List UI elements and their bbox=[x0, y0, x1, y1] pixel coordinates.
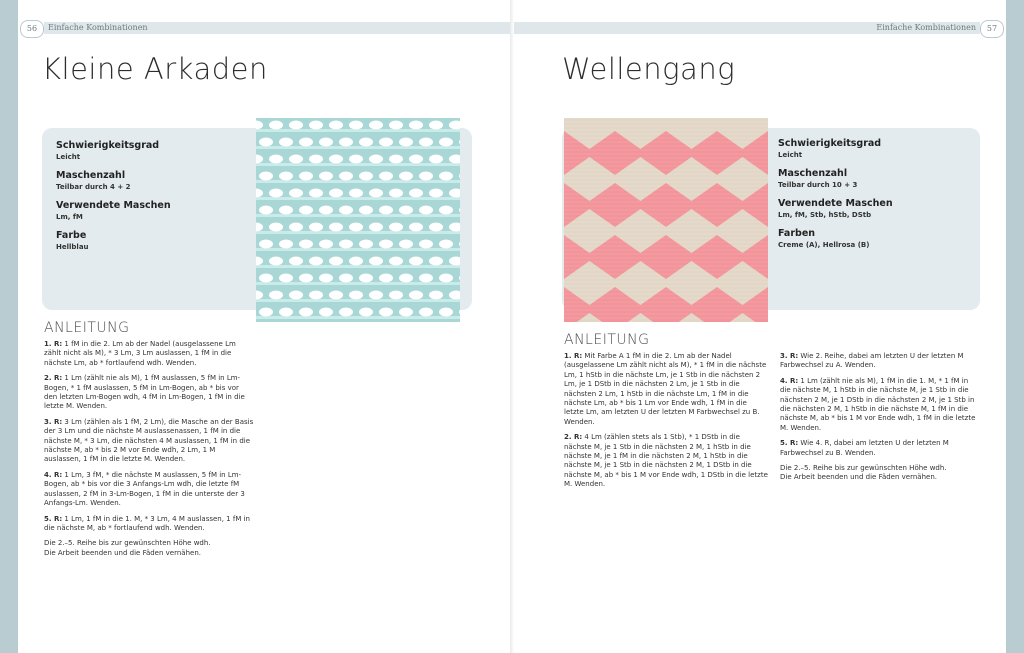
info-value: Lm, fM bbox=[56, 213, 83, 221]
info-item bbox=[56, 140, 256, 162]
info-item bbox=[778, 228, 938, 250]
info-item bbox=[56, 230, 256, 252]
info-label: Schwierigkeitsgrad bbox=[778, 138, 882, 149]
page-number: 57 bbox=[980, 20, 1004, 38]
right-page bbox=[514, 0, 1006, 653]
info-item bbox=[56, 200, 256, 222]
left-page-edge bbox=[0, 0, 18, 653]
info-value: Creme (A), Hellrosa (B) bbox=[778, 241, 870, 249]
info-label: Schwierigkeitsgrad bbox=[56, 140, 160, 151]
info-label: Maschenzahl bbox=[56, 170, 126, 181]
instruction-row: 1. R: Mit Farbe A 1 fM in die 2. Lm ab der Nadel (ausgelassene Lm zählt nicht als M), * 1 fM in die nächste Lm, 1 hStb in die nächste Lm, je 1 Stb in die nächsten 2 Lm, je 1 DStb in die nächsten 2 Lm, je 1 Stb in die nächsten 2 Lm, 1 hStb in die nächste Lm, 1 fM in die nächste Lm, ab * bis 1 Lm vor Ende wdh, 1 fM in die letzte Lm, am letzten U der letzten M Farbwechsel zu B. Wenden. bbox=[564, 352, 767, 426]
instruction-row: 5. R: Wie 4. R, dabei am letzten U der letzten M Farbwechsel zu B. Wenden. bbox=[780, 439, 949, 457]
instructions-heading: ANLEITUNG bbox=[44, 320, 130, 336]
left-page bbox=[18, 0, 510, 653]
running-header bbox=[44, 22, 510, 34]
info-value: Leicht bbox=[56, 153, 81, 161]
instruction-closing: Die 2.–5. Reihe bis zur gewünschten Höhe wdh. Die Arbeit beenden und die Fäden vernähen. bbox=[44, 539, 211, 557]
pattern-title: Kleine Arkaden bbox=[42, 52, 268, 86]
instruction-row: 3. R: Wie 2. Reihe, dabei am letzten U der letzten M Farbwechsel zu A. Wenden. bbox=[780, 352, 964, 370]
instruction-row: 5. R: 1 Lm, 1 fM in die 1. M, * 3 Lm, 4 M auslassen, 1 fM in die nächste M, ab * fortlaufend wdh. Wenden. bbox=[44, 514, 250, 532]
info-item bbox=[778, 138, 938, 160]
info-item bbox=[778, 168, 938, 190]
info-label: Verwendete Maschen bbox=[56, 200, 171, 211]
pattern-title: Wellengang bbox=[562, 52, 736, 86]
info-value: Teilbar durch 10 + 3 bbox=[778, 181, 858, 189]
instruction-row: 4. R: 1 Lm (zählt nie als M), 1 fM in die 1. M, * 1 fM in die nächste M, 1 hStb in die nächste M, je 1 Stb in die nächsten 2 M, je 1 DStb in die nächsten 2 M, je 1 Stb in die nächsten 2 M, 1 hStb in die nächste M, 1 fM in die nächste M, ab * bis 1 M vor Ende wdh, 1 fM in die letzte M. Wenden. bbox=[780, 376, 976, 432]
running-header-text: Einfache Kombinationen bbox=[48, 23, 148, 32]
info-list bbox=[778, 138, 938, 258]
crochet-swatch-photo-wellengang bbox=[564, 118, 768, 322]
info-value: Teilbar durch 4 + 2 bbox=[56, 183, 131, 191]
instructions-text bbox=[44, 340, 254, 564]
instruction-closing: Die 2.–5. Reihe bis zur gewünschten Höhe wdh. Die Arbeit beenden und die Fäden vernähen. bbox=[780, 464, 947, 482]
crochet-swatch-photo-arkaden bbox=[256, 118, 460, 322]
instruction-row: 2. R: 4 Lm (zählen stets als 1 Stb), * 1 DStb in die nächste M, je 1 Stb in die nächsten 2 M, 1 hStb in die nächste M, je 1 fM in die nächsten 2 M, 1 hStb in die nächste M, je 1 Stb in die nächsten 2 M, 1 DStb in die nächste M, ab * bis 1 M vor Ende wdh, 1 DStb in die letzte M. Wenden. bbox=[564, 433, 768, 489]
info-item bbox=[778, 198, 938, 220]
page-number: 56 bbox=[20, 20, 44, 38]
instructions-heading: ANLEITUNG bbox=[564, 332, 650, 348]
running-header-text: Einfache Kombinationen bbox=[876, 23, 976, 32]
instruction-row: 1. R: 1 fM in die 2. Lm ab der Nadel (ausgelassene Lm zählt nicht als M), * 3 Lm, 3 Lm auslassen, 1 fM in die nächste Lm, ab * fortlaufend wdh. Wenden. bbox=[44, 340, 236, 367]
instruction-row: 3. R: 3 Lm (zählen als 1 fM, 2 Lm), die Masche an der Basis der 3 Lm und die nächste M auslassenassen, 1 fM in die nächste M, * 3 Lm, die nächsten 4 M auslassen, 1 fM in die nächste M, ab * bis 2 M vor Ende wdh, 2 Lm, 1 M auslassen, 1 fM in die letzte M. Wenden. bbox=[44, 417, 254, 464]
instructions-text-column-2 bbox=[780, 352, 980, 489]
info-label: Farbe bbox=[56, 230, 87, 241]
info-label: Verwendete Maschen bbox=[778, 198, 893, 209]
right-page-edge bbox=[1006, 0, 1024, 653]
info-label: Maschenzahl bbox=[778, 168, 848, 179]
running-header bbox=[514, 22, 980, 34]
instruction-row: 2. R: 1 Lm (zählt nie als M), 1 fM auslassen, 5 fM in Lm-Bogen, * 1 fM auslassen, 5 fM in Lm-Bogen, ab * bis vor den letzten Lm-Bogen wdh, 4 fM in Lm-Bogen, 1 fM in die letzte M. Wenden. bbox=[44, 374, 245, 411]
info-item bbox=[56, 170, 256, 192]
info-value: Hellblau bbox=[56, 243, 89, 251]
instructions-text-column-1 bbox=[564, 352, 768, 496]
info-value: Lm, fM, Stb, hStb, DStb bbox=[778, 211, 872, 219]
instruction-row: 4. R: 1 Lm, 3 fM, * die nächste M auslassen, 5 fM in Lm-Bogen, ab * bis vor die 3 Anfangs-Lm wdh, die letzte fM auslassen, 2 fM in 3-Lm-Bogen, 1 fM in die unterste der 3 Anfangs-Lm. Wenden. bbox=[44, 470, 245, 508]
info-label: Farben bbox=[778, 228, 816, 239]
info-value: Leicht bbox=[778, 151, 803, 159]
info-list bbox=[56, 140, 256, 260]
